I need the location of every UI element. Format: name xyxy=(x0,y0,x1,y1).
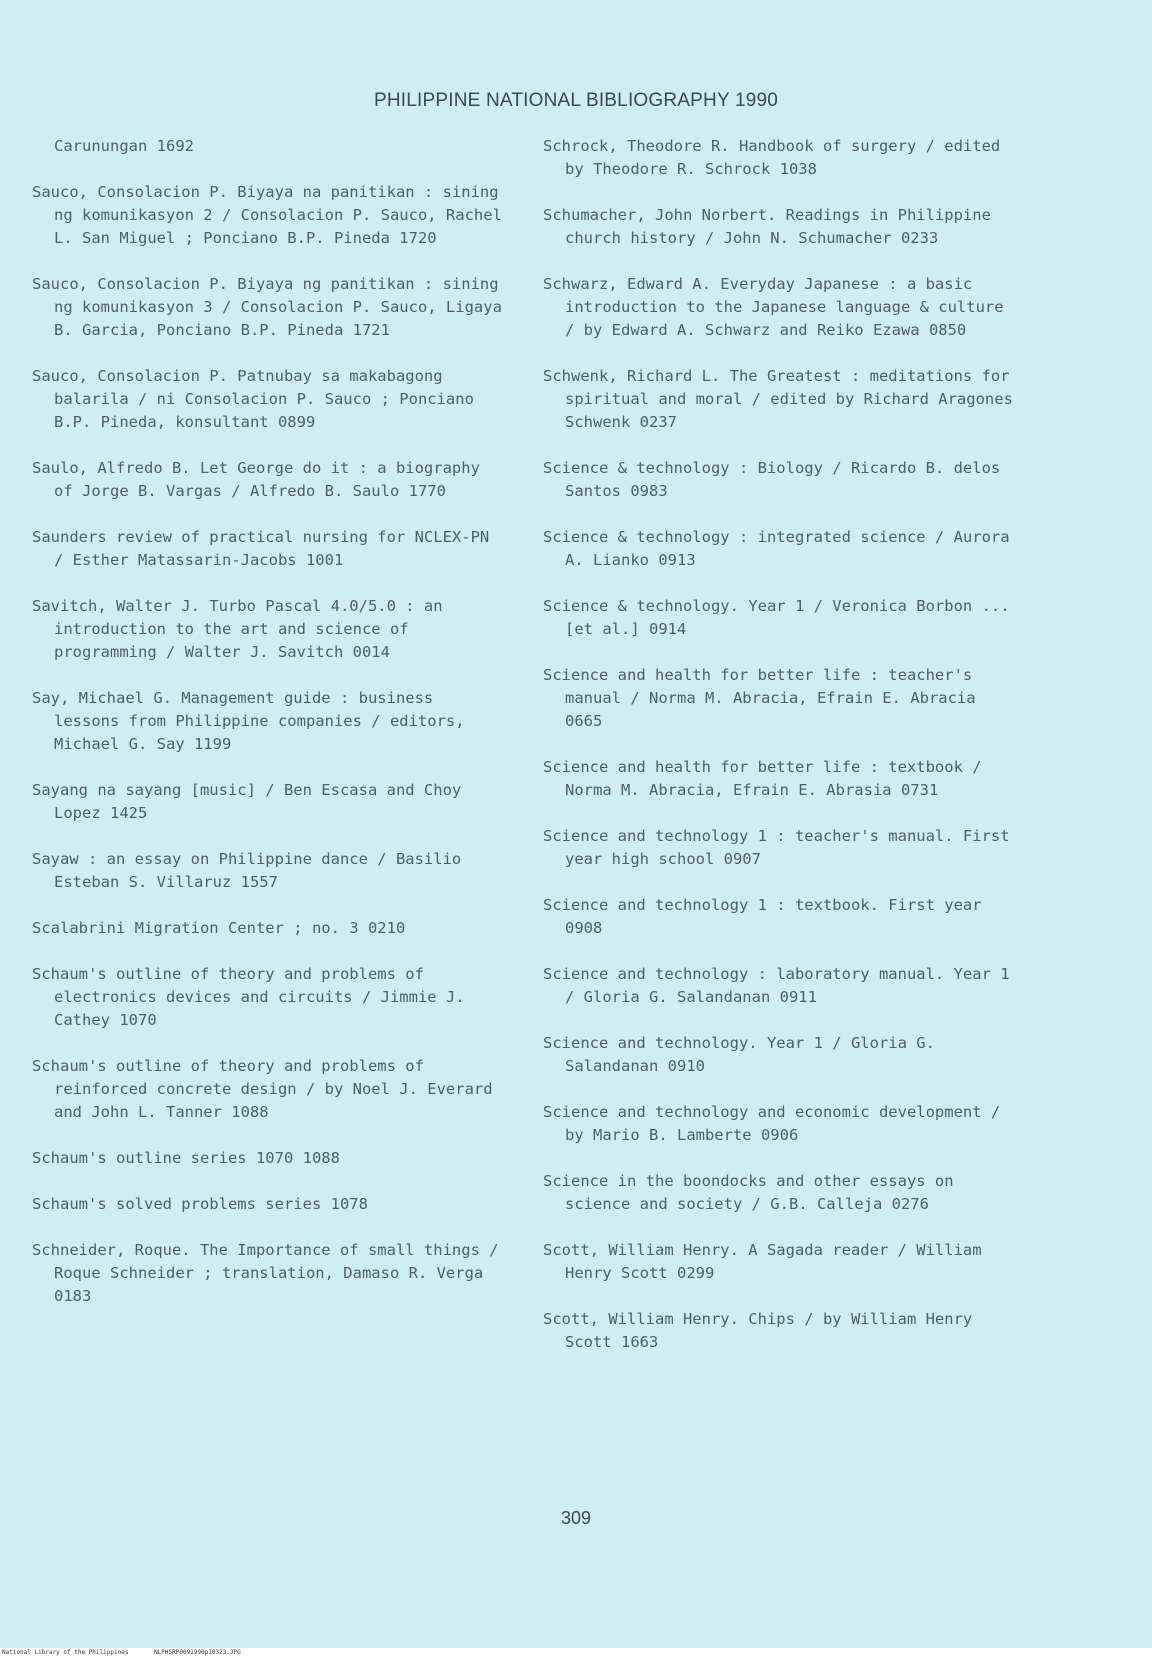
page-title: PHILIPPINE NATIONAL BIBLIOGRAPHY 1990 xyxy=(373,90,779,111)
list-item: Science and technology : laboratory manual. Year 1 / Gloria G. Salandanan 0911 xyxy=(543,965,1010,1006)
list-item: Science and technology 1 : teacher's manual. First year high school 0907 xyxy=(543,827,1010,868)
list-item: Scott, William Henry. A Sagada reader / William Henry Scott 0299 xyxy=(543,1241,982,1282)
list-item: Science and technology 1 : textbook. First year 0908 xyxy=(543,896,982,937)
list-item: Sayaw : an essay on Philippine dance / Basilio Esteban S. Villaruz 1557 xyxy=(32,850,462,891)
list-item: Science in the boondocks and other essays on science and society / G.B. Calleja 0276 xyxy=(543,1172,954,1213)
list-item: Schaum's outline of theory and problems of electronics devices and circuits / Jimmie J. Cathey 1070 xyxy=(32,965,465,1029)
list-item: Sauco, Consolacion P. Patnubay sa makabagong balarila / ni Consolacion P. Sauco ; Ponciano B.P. Pineda, konsultant 0899 xyxy=(32,367,474,431)
list-item: Schwenk, Richard L. The Greatest : meditations for spiritual and moral / edited by Richard Aragones Schwenk 0237 xyxy=(543,367,1013,431)
list-item: Science and technology. Year 1 / Gloria G. Salandanan 0910 xyxy=(543,1034,935,1075)
list-item: Schaum's outline of theory and problems of reinforced concrete design / by Noel J. Everard and John L. Tanner 1088 xyxy=(32,1057,493,1121)
scan-footer xyxy=(0,1648,1152,1658)
list-item: Saunders review of practical nursing for NCLEX-PN / Esther Matassarin-Jacobs 1001 xyxy=(32,528,490,569)
list-item: Science & technology : integrated science / Aurora A. Lianko 0913 xyxy=(543,528,1010,569)
list-item: Science and health for better life : teacher's manual / Norma M. Abracia, Efrain E. Abracia 0665 xyxy=(543,666,976,730)
left-column xyxy=(32,135,502,1331)
page-number: 309 xyxy=(560,1508,592,1528)
list-item: Schaum's solved problems series 1078 xyxy=(32,1195,368,1213)
list-item: Schwarz, Edward A. Everyday Japanese : a basic introduction to the Japanese language & culture / by Edward A. Schwarz and Reiko Ezawa 0850 xyxy=(543,275,1004,339)
list-item: Science and health for better life : textbook / Norma M. Abracia, Efrain E. Abrasia 0731 xyxy=(543,758,982,799)
list-item: Science & technology. Year 1 / Veronica Borbon ... [et al.] 0914 xyxy=(543,597,1010,638)
list-item: Schumacher, John Norbert. Readings in Philippine church history / John N. Schumacher 0233 xyxy=(543,206,991,247)
list-item: Science and technology and economic development / by Mario B. Lamberte 0906 xyxy=(543,1103,1001,1144)
footer-file-id: NLPHSRP0091990p10323.JPG xyxy=(154,1649,241,1656)
list-item: Saulo, Alfredo B. Let George do it : a biography of Jorge B. Vargas / Alfredo B. Saulo 1770 xyxy=(32,459,480,500)
list-item: Sayang na sayang [music] / Ben Escasa and Choy Lopez 1425 xyxy=(32,781,462,822)
list-item: Science & technology : Biology / Ricardo B. delos Santos 0983 xyxy=(543,459,1001,500)
footer-institution: National Library of the Philippines xyxy=(2,1649,129,1656)
list-item: Scott, William Henry. Chips / by William Henry Scott 1663 xyxy=(543,1310,973,1351)
list-item: Carunungan 1692 xyxy=(54,137,194,155)
list-item: Schneider, Roque. The Importance of small things / Roque Schneider ; translation, Damaso R. Verga 0183 xyxy=(32,1241,499,1305)
right-column xyxy=(543,135,1013,1377)
list-item: Schrock, Theodore R. Handbook of surgery / edited by Theodore R. Schrock 1038 xyxy=(543,137,1001,178)
list-item: Sauco, Consolacion P. Biyaya ng panitikan : sining ng komunikasyon 3 / Consolacion P. Sauco, Ligaya B. Garcia, Ponciano B.P. Pineda 1721 xyxy=(32,275,502,339)
list-item: Sauco, Consolacion P. Biyaya na panitikan : sining ng komunikasyon 2 / Consolacion P. Sauco, Rachel L. San Miguel ; Ponciano B.P. Pineda 1720 xyxy=(32,183,502,247)
list-item: Savitch, Walter J. Turbo Pascal 4.0/5.0 : an introduction to the art and science of programming / Walter J. Savitch 0014 xyxy=(32,597,443,661)
list-item: Schaum's outline series 1070 1088 xyxy=(32,1149,340,1167)
list-item: Scalabrini Migration Center ; no. 3 0210 xyxy=(32,919,406,937)
list-item: Say, Michael G. Management guide : business lessons from Philippine companies / editors, Michael G. Say 1199 xyxy=(32,689,465,753)
